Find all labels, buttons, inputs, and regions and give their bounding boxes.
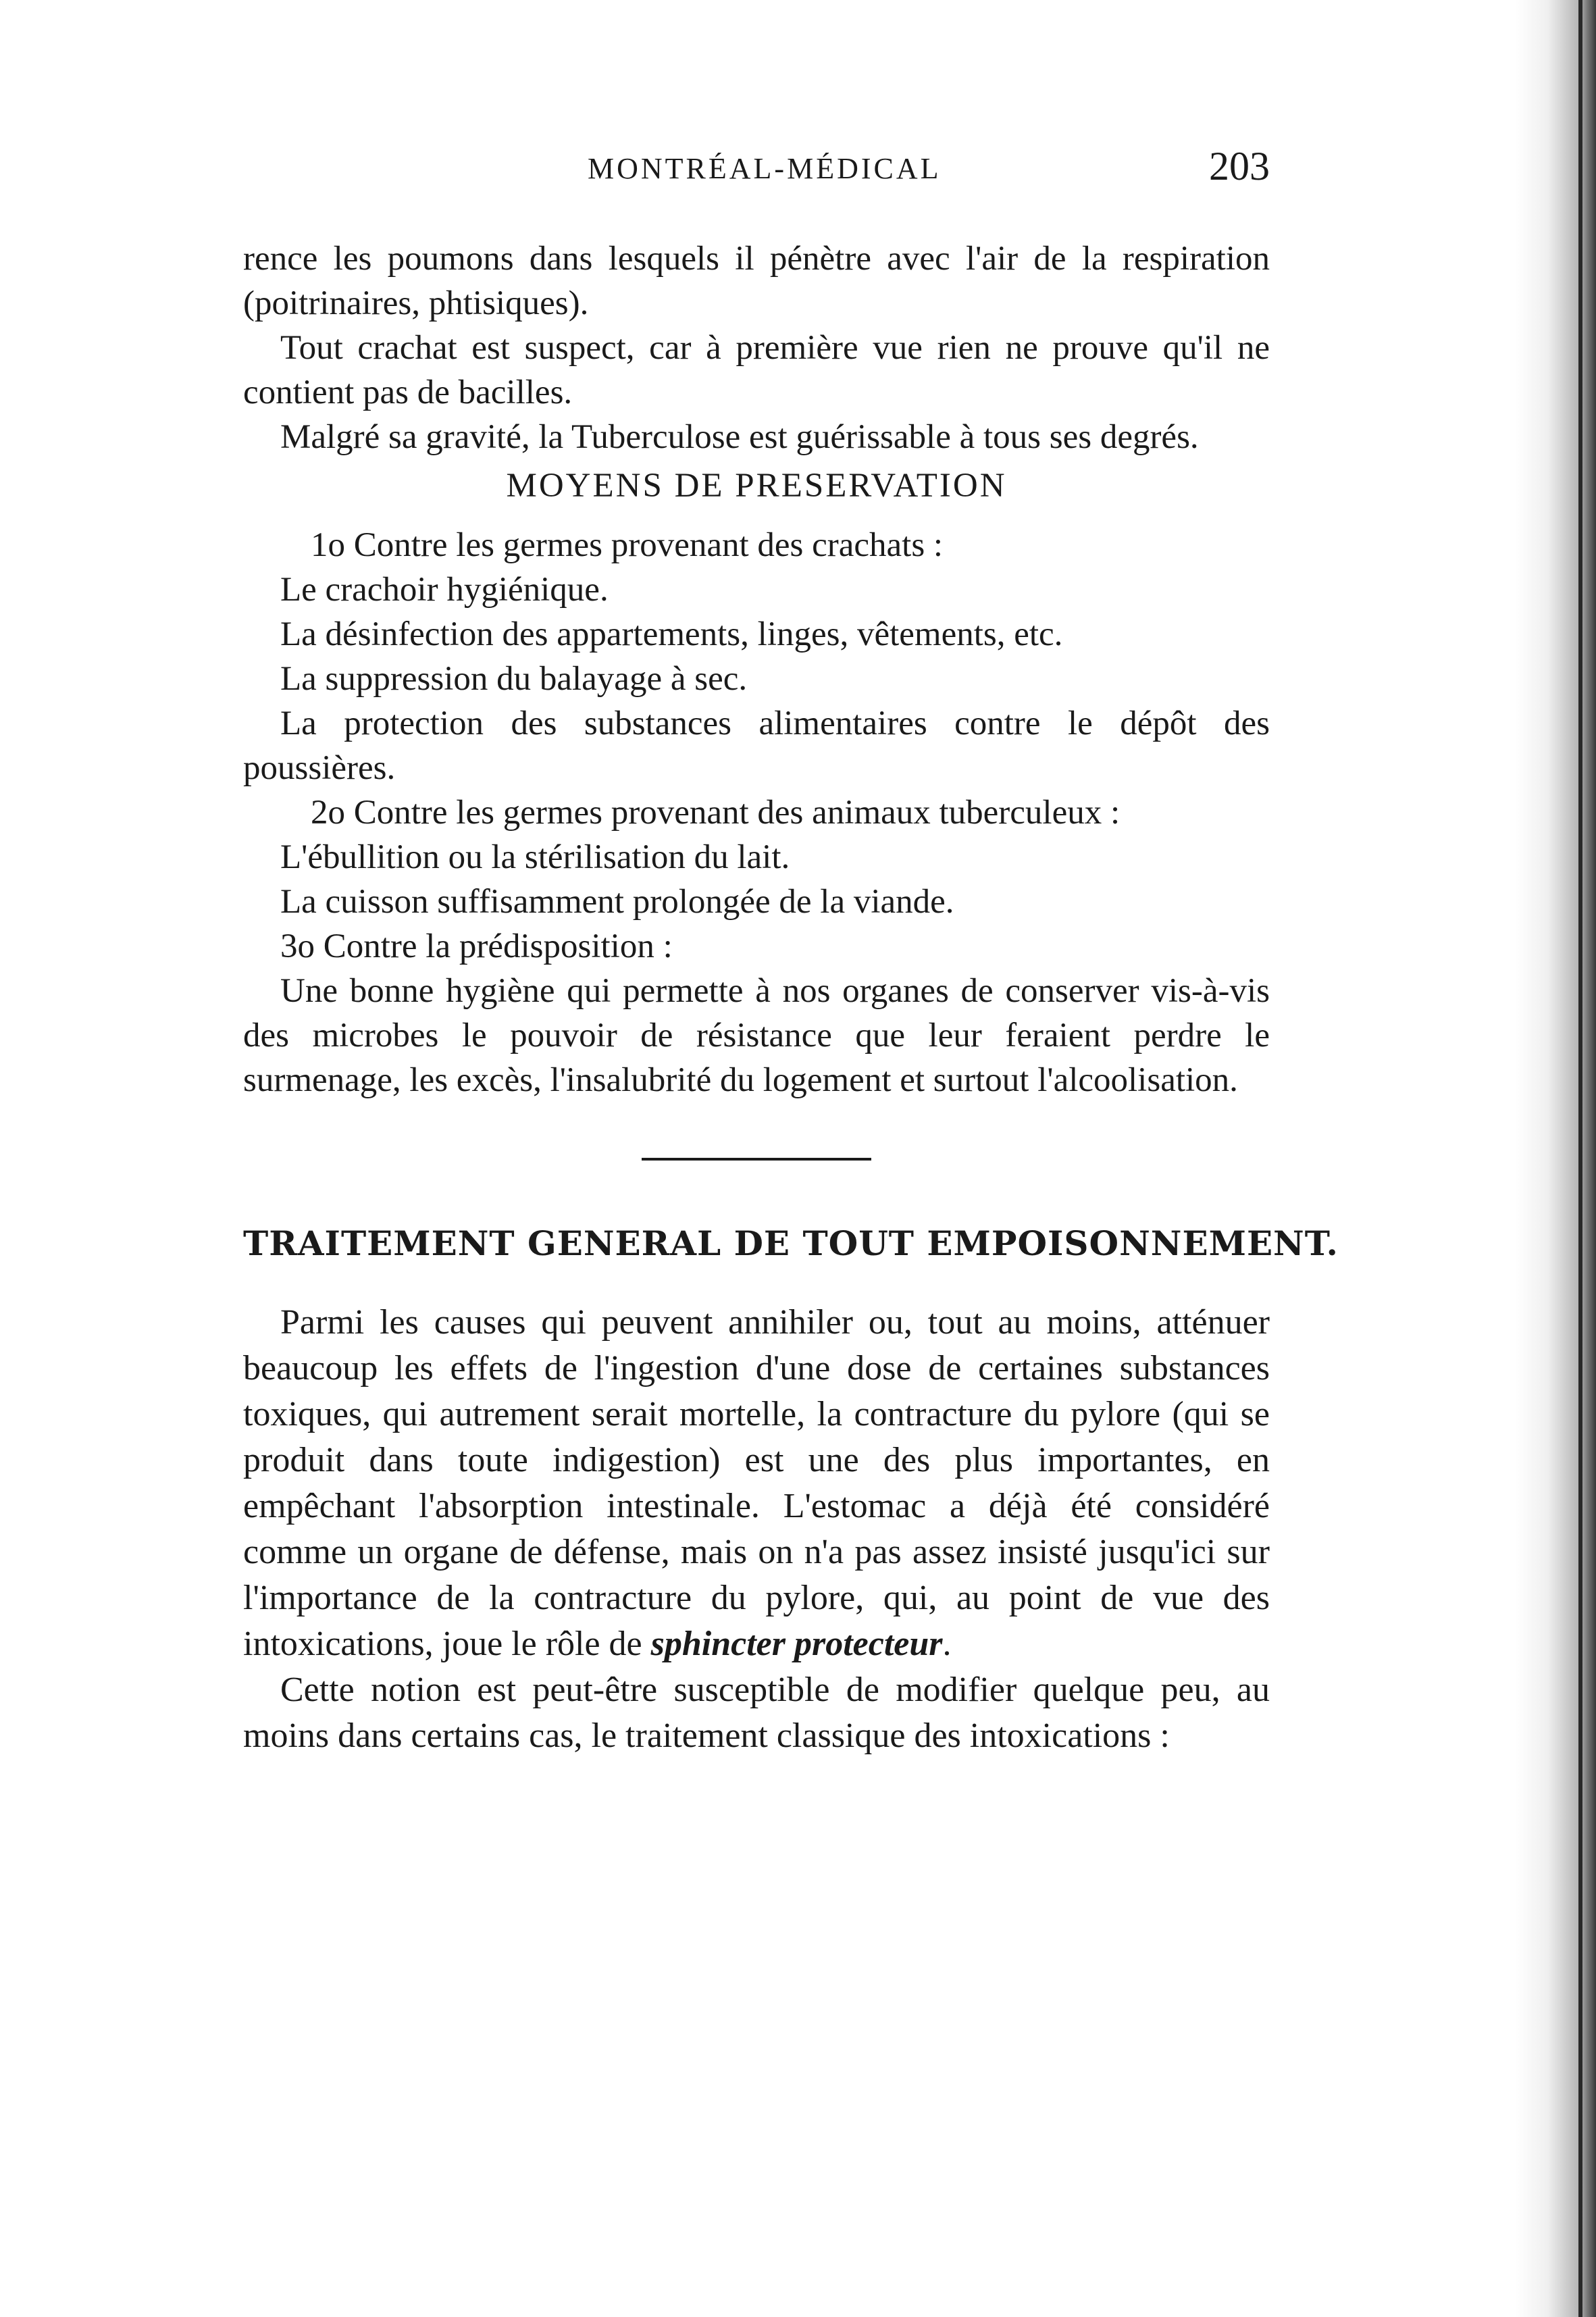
preservation-line: 1o Contre les germes provenant des crachats : [311,526,944,564]
preservation-line: Une bonne hygiène qui permette à nos organes de conserver vis-à-vis des microbes le pouvoir de résistance que leur feraient perdre le surmenage, les excès, l'insalubrité du logement et surtout l'alcoolisation. [243,972,1270,1099]
preservation-line: 3o Contre la prédisposition : [280,927,673,965]
paragraph-crachat: Tout crachat est suspect, car à première vue rien ne prouve qu'il ne contient pas de bacilles. [243,329,1270,411]
preservation-line: La cuisson suffisamment prolongée de la viande. [280,883,954,921]
section-paragraph [243,1300,1270,1667]
preservation-line: La suppression du balayage à sec. [280,660,748,698]
continued-paragraph: rence les poumons dans lesquels il pénètre avec l'air de la respiration (poitrinaires, phtisiques). [243,240,1270,322]
preservation-heading: MOYENS DE PRESERVATION [506,467,1007,505]
running-head: MONTRÉAL-MÉDICAL [588,152,942,185]
preservation-line: La désinfection des appartements, linges, vêtements, etc. [280,615,1063,653]
page-number: 203 [1209,144,1270,188]
scan-edge-shadow [1515,0,1596,2317]
page-body [243,236,1339,1759]
scan-edge-line [1578,0,1582,2317]
section-title: TRAITEMENT GENERAL DE TOUT EMPOISONNEMENT. [243,1223,1339,1263]
paragraph-gravite: Malgré sa gravité, la Tuberculose est guérissable à tous ses degrés. [280,418,1199,456]
emphasis-term: sphincter protecteur [650,1625,943,1663]
preservation-line: 2o Contre les germes provenant des animaux tuberculeux : [311,794,1121,832]
page-header [243,143,1270,197]
section-paragraph-end: . [942,1625,952,1663]
preservation-line: La protection des substances alimentaires contre le dépôt des poussières. [243,705,1270,787]
preservation-line: Le crachoir hygiénique. [280,571,609,609]
section-divider [642,1158,871,1161]
section-paragraph: Cette notion est peut-être susceptible de modifier quelque peu, au moins dans certains cas, le traitement classique des intoxications : [243,1671,1270,1755]
preservation-line: L'ébullition ou la stérilisation du lait. [280,838,790,876]
section-paragraph-text: Parmi les causes qui peuvent annihiler ou, tout au moins, atténuer beaucoup les effets de l'ingestion d'une dose de certaines substances toxiques, qui autrement serait mortelle, la contracture du pylore (qui se produit dans toute indigestion) est une des plus importantes, en empêchant l'absorption intestinale. L'estomac a déjà été considéré comme un organe de défense, mais on n'a pas assez insisté jusqu'ici sur l'importance de la contracture du pylore, qui, au point de vue des intoxications, joue le rôle de [243,1303,1270,1663]
